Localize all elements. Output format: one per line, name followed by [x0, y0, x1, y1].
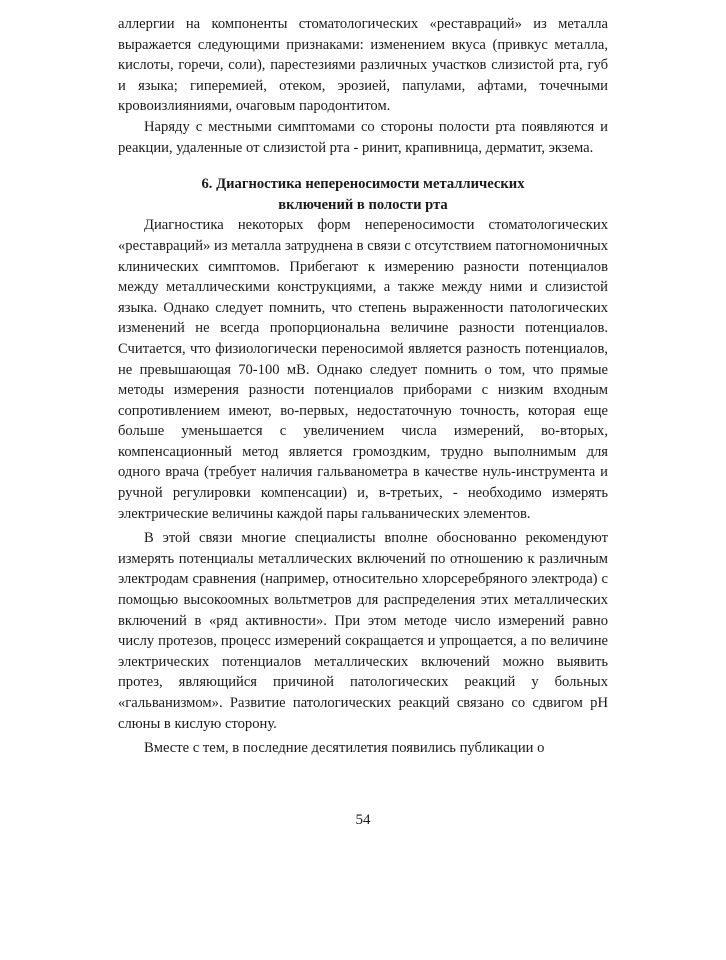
page-text	[118, 14, 608, 759]
paragraph: Диагностика некоторых форм непереносимости стоматологических «реставраций» из металла затруднена в связи с отсутствием патогномоничных клинических симптомов. Прибегают к измерению разности потенциалов между металлическими конструкциями, а также между ними и слизистой языка. Однако следует помнить, что степень выраженности патологических изменений не всегда пропорциональна величине разности потенциалов. Считается, что физиологически переносимой является разность потенциалов, не превышающая 70-100 мВ. Однако следует помнить о том, что прямые методы измерения разности потенциалов приборами с низким входным сопротивлением имеют, во-первых, недостаточную точность, которая еще больше уменьшается с увеличением числа измерений, во-вторых, компенсационный метод является громоздким, трудно выполнимым для одного врача (требует наличия гальванометра в качестве нуль-инструмента и ручной регулировки компенсации) и, в-третьих, - необходимо измерять электрические величины каждой пары гальванических элементов.	[118, 217, 608, 522]
paragraph: Наряду с местными симптомами со стороны полости рта появляются и реакции, удаленные от слизистой рта - ринит, крапивница, дерматит, экзема.	[118, 118, 608, 156]
paragraph: В этой связи многие специалисты вполне обоснованно рекомендуют измерять потенциалы металлических включений по отношению к различным электродам сравнения (например, относительно хлорсеребряного электрода) с помощью высокоомных вольтметров для распределения этих металлических включений в «ряд активности». При этом методе число измерений равно числу протезов, процесс измерений сокращается и упрощается, а по величине электрических потенциалов металлических включений можно выявить протез, являющийся причиной патологических реакций у больных «гальванизмом». Развитие патологических реакций связано со сдвигом pH слюны в кислую сторону.	[118, 530, 608, 732]
paragraph: аллергии на компоненты стоматологических «реставраций» из металла выражается следующими признаками: изменением вкуса (привкус металла, кислоты, горечи, соли), парестезиями различных участков слизистой рта, губ и языка; гиперемией, отеком, эрозией, папулами, афтами, точечными кровоизлияниями, очаговым пародонтитом.	[118, 16, 608, 115]
section-heading	[118, 174, 608, 215]
section-heading-line: включений в полости рта	[278, 196, 448, 213]
page-number: 54	[355, 812, 371, 828]
paragraph: Вместе с тем, в последние десятилетия появились публикации о	[144, 740, 545, 757]
section-heading-line: 6. Диагностика непереносимости металлических	[201, 176, 525, 193]
